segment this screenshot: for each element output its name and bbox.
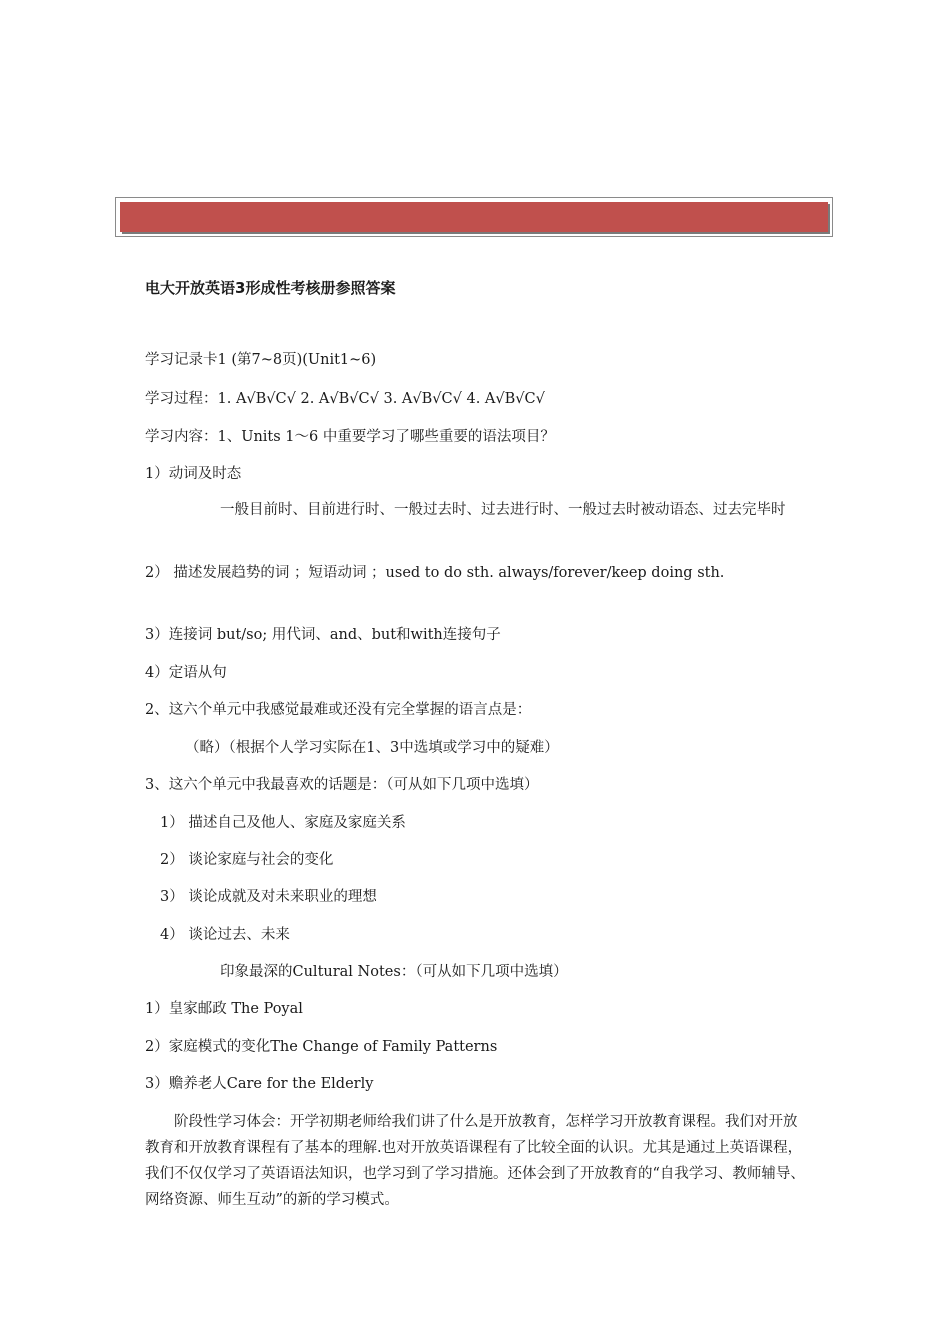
favorite-topics-question: 3、这六个单元中我最喜欢的话题是：（可从如下几项中选填） — [145, 777, 539, 793]
banner-fill — [120, 202, 828, 232]
topic-item-1: 1） 描述自己及他人、家庭及家庭关系 — [160, 815, 406, 831]
topic-item-3: 3） 谈论成就及对未来职业的理想 — [160, 889, 377, 905]
cultural-notes-heading: 印象最深的Cultural Notes：（可从如下几项中选填） — [220, 964, 568, 980]
grammar-item-1: 1）动词及时态 — [145, 466, 242, 482]
document-title: 电大开放英语3形成性考核册参照答案 — [145, 279, 396, 297]
learning-process-line: 学习过程：1. A√B√C√ 2. A√B√C√ 3. A√B√C√ 4. A√B√C√ — [145, 391, 545, 407]
cultural-note-1: 1）皇家邮政 The Poyal — [145, 1001, 303, 1017]
difficult-points-question: 2、这六个单元中我感觉最难或还没有完全掌握的语言点是： — [145, 702, 532, 718]
topic-item-2: 2） 谈论家庭与社会的变化 — [160, 852, 334, 868]
difficult-points-answer: （略）（根据个人学习实际在1、3中选填或学习中的疑难） — [185, 740, 559, 756]
learning-reflection-paragraph: 阶段性学习体会：开学初期老师给我们讲了什么是开放教育，怎样学习开放教育课程。我们对开放教育和开放教育课程有了基本的理解.也对开放英语课程有了比较全面的认识。尤其是通过上英语课程，我们不仅仅学习了英语语法知识，也学习到了学习措施。还体会到了开放教育的“自我学习、教师辅导、网络资源、师生互动”的新的学习模式。 — [145, 1114, 805, 1208]
grammar-item-3: 3）连接词 but/so; 用代词、and、but和with连接句子 — [145, 627, 501, 643]
learning-content-question: 学习内容：1、Units 1～6 中重要学习了哪些重要的语法项目？ — [145, 429, 555, 445]
cultural-note-3: 3）赡养老人Care for the Elderly — [145, 1076, 374, 1092]
header-banner — [115, 197, 833, 237]
grammar-item-2: 2） 描述发展趋势的词 ；短语动词 ；used to do sth. always/forever/keep doing sth. — [145, 565, 725, 581]
grammar-item-4: 4）定语从句 — [145, 665, 227, 681]
tenses-list: 一般目前时、目前进行时、一般过去时、过去进行时、一般过去时被动语态、过去完毕时 — [220, 502, 786, 518]
record-card-heading: 学习记录卡1 (第7~8页)(Unit1~6) — [145, 352, 377, 368]
topic-item-4: 4） 谈论过去、未来 — [160, 927, 290, 943]
cultural-note-2: 2）家庭模式的变化The Change of Family Patterns — [145, 1039, 498, 1055]
